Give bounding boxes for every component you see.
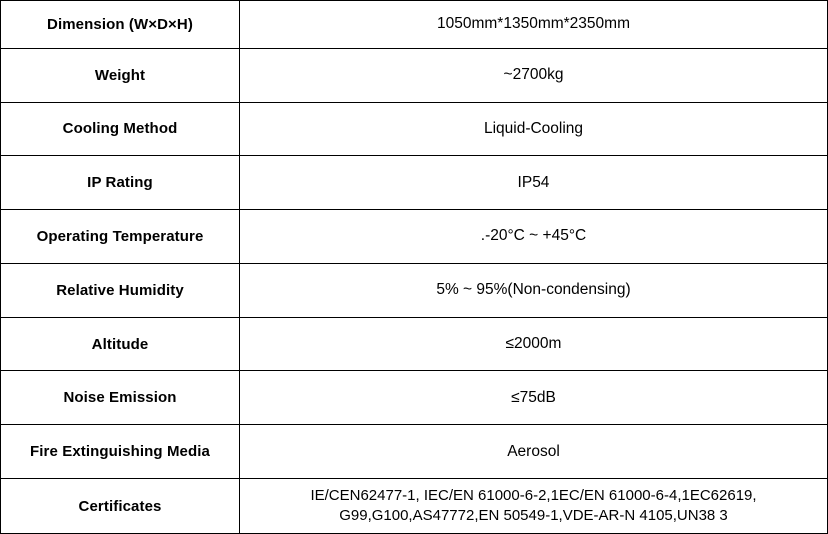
spec-value: Aerosol <box>240 425 828 479</box>
spec-label: Weight <box>1 48 240 102</box>
spec-value: 5% ~ 95%(Non-condensing) <box>240 263 828 317</box>
spec-label: Certificates <box>1 479 240 534</box>
spec-label: Dimension (W×D×H) <box>1 1 240 49</box>
spec-label: Cooling Method <box>1 102 240 156</box>
spec-label: Relative Humidity <box>1 263 240 317</box>
table-row <box>1 1 828 49</box>
spec-value: IP54 <box>240 156 828 210</box>
table-row <box>1 102 828 156</box>
table-row <box>1 263 828 317</box>
spec-label: IP Rating <box>1 156 240 210</box>
spec-value: 1050mm*1350mm*2350mm <box>240 1 828 49</box>
table-row <box>1 317 828 371</box>
table-row <box>1 48 828 102</box>
table-row <box>1 156 828 210</box>
table-row <box>1 425 828 479</box>
certificates-value-text: IE/CEN62477-1, IEC/EN 61000-6-2,1EC/EN 61000-6-4,1EC62619, G99,G100,AS47772,EN 50549-1,VDE-AR-N 4105,UN38 3 <box>310 486 757 525</box>
spec-label: Fire Extinguishing Media <box>1 425 240 479</box>
spec-label: Noise Emission <box>1 371 240 425</box>
spec-value: Liquid-Cooling <box>240 102 828 156</box>
table-row <box>1 371 828 425</box>
spec-value <box>240 479 828 534</box>
spec-value: ≤75dB <box>240 371 828 425</box>
spec-table-body <box>1 1 828 534</box>
table-row <box>1 210 828 264</box>
spec-value: ≤2000m <box>240 317 828 371</box>
spec-label: Operating Temperature <box>1 210 240 264</box>
table-row <box>1 479 828 534</box>
spec-label: Altitude <box>1 317 240 371</box>
spec-value: ~2700kg <box>240 48 828 102</box>
spec-value: .-20°C ~ +45°C <box>240 210 828 264</box>
